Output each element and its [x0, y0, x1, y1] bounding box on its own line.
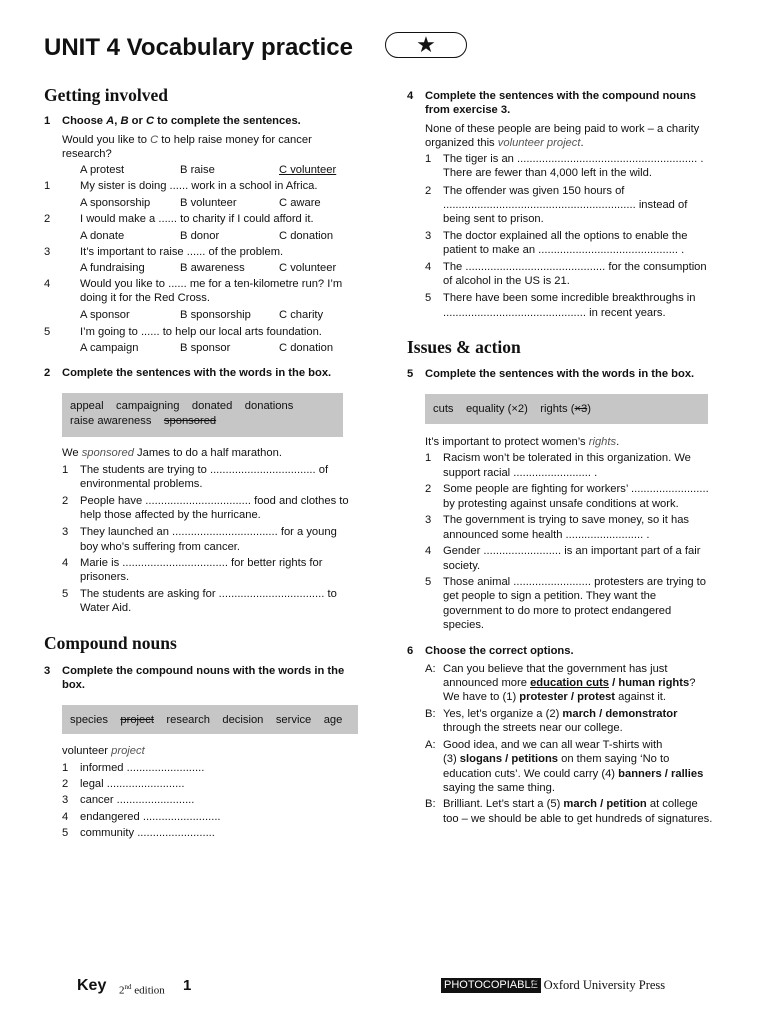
- exercise-5-item-3: 3 The government is trying to save money, so it has: [425, 514, 690, 526]
- exercise-4-item-5-line2: .............................................. in recent years.: [443, 307, 666, 319]
- exercise-2-item-3-line2: boy who’s suffering from cancer.: [80, 541, 241, 553]
- exercise-2-item-5: 5 The students are asking for .................................. to: [62, 588, 337, 600]
- exercise-4-item-3: 3 The doctor explained all the options to enable the: [425, 230, 688, 242]
- exercise-5-item-3-line2: announced some health ......................... .: [443, 529, 650, 541]
- exercise-2-instruction: 2 Complete the sentences with the words in the box.: [44, 367, 332, 379]
- exercise-1-example: Would you like to C to help raise money for cancer: [62, 134, 312, 146]
- exercise-5-item-1: 1 Racism won’t be tolerated in this organization. We: [425, 452, 691, 464]
- exercise-6-instruction: 6 Choose the correct options.: [407, 645, 574, 657]
- exercise-4-example: None of these people are being paid to work – a charity: [425, 123, 700, 135]
- exercise-4-item-1: 1 The tiger is an .......................................................... .: [425, 153, 704, 165]
- exercise-2-item-4: 4 Marie is .................................. for better rights for: [62, 557, 323, 569]
- section-heading-issues-action: Issues & action: [407, 337, 521, 357]
- exercise-3-item-3: 3 cancer .........................: [62, 794, 195, 806]
- page-footer: [0, 972, 768, 998]
- exercise-3-item-4: 4 endangered .........................: [62, 811, 221, 823]
- exercise-3-item-2: 2 legal .........................: [62, 778, 185, 790]
- word-box-line-1: appeal campaigning donated donations: [70, 400, 294, 412]
- exercise-4-item-2-line3: being sent to prison.: [443, 213, 544, 225]
- exercise-4-item-4: 4 The ............................................. for the consumption: [425, 261, 707, 273]
- exercise-4-instruction: 4 Complete the sentences with the compound nouns: [407, 90, 697, 102]
- exercise-1-item-1: 1 My sister is doing ...... work in a school in Africa.: [44, 180, 318, 192]
- exercise-5-instruction: 5 Complete the sentences with the words in the box.: [407, 368, 695, 380]
- exercise-4-instruction-line2: from exercise 3.: [425, 104, 511, 116]
- section-heading-compound-nouns: Compound nouns: [44, 633, 177, 653]
- exercise-2-item-3: 3 They launched an .................................. for a young: [62, 526, 337, 538]
- exercise-2-word-box: [62, 393, 343, 437]
- exercise-1-instruction: 1 Choose A, B or C to complete the sentences.: [44, 115, 301, 127]
- exercise-5-item-2-line2: by protesting against unsafe conditions at work.: [443, 498, 679, 510]
- exercise-5-item-5: 5 Those animal ......................... protesters are trying to: [425, 576, 707, 588]
- star-icon: ★: [385, 32, 467, 58]
- exercise-3-item-1: 1 informed .........................: [62, 762, 205, 774]
- exercise-2-item-4-line2: prisoners.: [80, 571, 130, 583]
- footer-key: Key: [77, 977, 107, 994]
- section-heading-getting-involved: Getting involved: [44, 85, 168, 105]
- dialogue-line-3-part2: (3) slogans / petitions on them saying ‘No to: [443, 753, 670, 765]
- exercise-2-item-5-line2: Water Aid.: [80, 602, 132, 614]
- footer-page-number: 1: [183, 977, 192, 994]
- exercise-2-item-2-line2: help those affected by the hurricane.: [80, 509, 261, 521]
- dialogue-line-4-part2: too – we should be able to get hundreds of signatures.: [443, 813, 713, 825]
- exercise-4-item-2-line2: .............................................................. instead of: [443, 199, 688, 211]
- dialogue-line-1: A: Can you believe that the government has just: [425, 663, 668, 675]
- exercise-4-item-1-line2: There are fewer than 4,000 left in the wild.: [443, 167, 652, 179]
- exercise-1-item-4-line2: doing it for the Red Cross.: [80, 292, 210, 304]
- exercise-1-item-4: 4 Would you like to ...... me for a ten-kilometre run? I’m: [44, 278, 343, 290]
- dialogue-line-2: B: Yes, let’s organize a (2) march / demonstrator: [425, 708, 678, 720]
- exercise-5-item-2: 2 Some people are fighting for workers’ .........................: [425, 483, 709, 495]
- exercise-5-word-box: cuts equality (×2) rights (×3): [425, 394, 708, 424]
- exercise-4-item-5: 5 There have been some incredible breakthroughs in: [425, 292, 696, 304]
- dialogue-line-2-part2: through the streets near our college.: [443, 722, 623, 734]
- dialogue-line-3-part4: saying the same thing.: [443, 782, 555, 794]
- exercise-5-item-5-line4: species.: [443, 619, 485, 631]
- exercise-3-instruction-line2: box.: [62, 679, 85, 691]
- exercise-4-item-3-line2: patient to make an ............................................. .: [443, 244, 685, 256]
- exercise-2-item-1: 1 The students are trying to .................................. of: [62, 464, 329, 476]
- exercise-3-example: volunteer project: [62, 745, 145, 757]
- exercise-2-item-1-line2: environmental problems.: [80, 478, 203, 490]
- dialogue-line-3-part3: education cuts’. We could carry (4) banners / rallies: [443, 768, 704, 780]
- publisher-credit: © Oxford University Press: [531, 978, 666, 992]
- photocopiable-badge: PHOTOCOPIABLE: [441, 978, 541, 993]
- exercise-3-word-box: species project research decision service age: [62, 705, 358, 734]
- exercise-1-item-2: 2 I would make a ...... to charity if I could afford it.: [44, 213, 314, 225]
- dialogue-line-4: B: Brilliant. Let’s start a (5) march / petition at college: [425, 798, 698, 810]
- exercise-3-instruction: 3 Complete the compound nouns with the words in the: [44, 665, 345, 677]
- word-box-line-2: raise awareness sponsored: [70, 414, 217, 427]
- exercise-5-item-5-line2: get people to sign a petition. They want the: [443, 590, 657, 602]
- dialogue-line-1-part3: We have to (1) protester / protest against it.: [443, 691, 667, 703]
- exercise-1-item-5: 5 I’m going to ...... to help our local arts foundation.: [44, 326, 322, 338]
- exercise-1-item-3: 3 It’s important to raise ...... of the problem.: [44, 246, 284, 258]
- page-title: UNIT 4 Vocabulary practice: [44, 34, 353, 61]
- exercise-2-example: We sponsored James to do a half marathon.: [62, 447, 282, 459]
- dialogue-line-1-part2: announced more education cuts / human rights?: [443, 677, 696, 689]
- exercise-5-example: It’s important to protect women’s rights.: [425, 436, 620, 448]
- exercise-5-item-4-line2: society.: [443, 560, 481, 572]
- exercise-2-item-2: 2 People have .................................. food and clothes to: [62, 495, 349, 507]
- exercise-5-item-5-line3: government to do more to protect endangered: [443, 605, 672, 617]
- exercise-4-item-4-line2: of alcohol in the US is 21.: [443, 275, 570, 287]
- exercise-5-item-1-line2: support racial ......................... .: [443, 467, 598, 479]
- footer-edition: 2nd edition: [119, 983, 165, 997]
- exercise-4-example-line2: organized this volunteer project.: [425, 137, 584, 149]
- exercise-5-item-4: 4 Gender ......................... is an important part of a fair: [425, 545, 701, 557]
- exercise-1-example-line2: research?: [62, 148, 112, 160]
- dialogue-line-3: A: Good idea, and we can all wear T-shirts with: [425, 739, 663, 751]
- exercise-3-item-5: 5 community .........................: [62, 827, 215, 839]
- exercise-4-item-2: 2 The offender was given 150 hours of: [425, 185, 625, 197]
